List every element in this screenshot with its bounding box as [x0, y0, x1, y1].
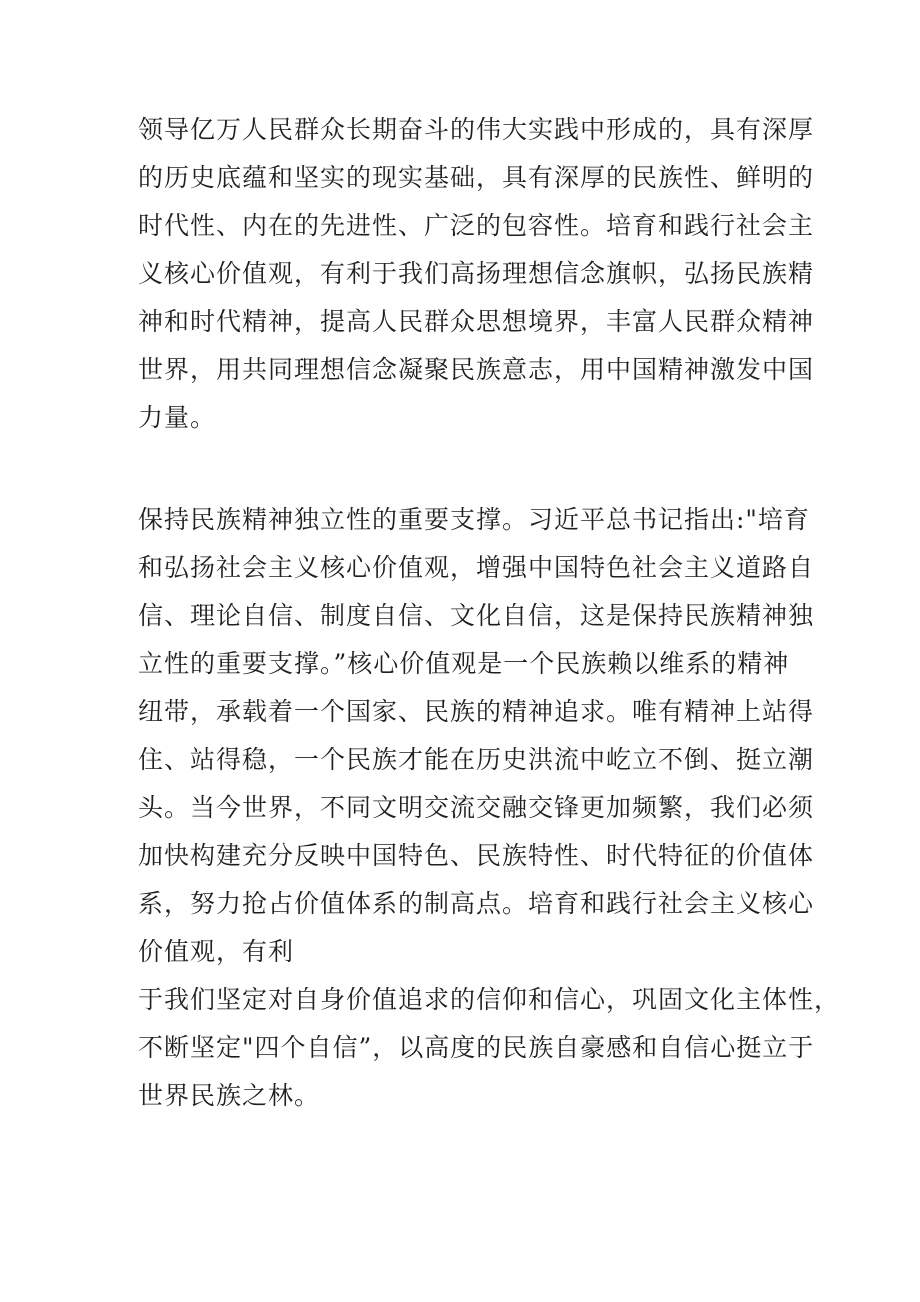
text-line: 领导亿万人民群众长期奋斗的伟大实践中形成的，具有深厚 — [138, 115, 815, 144]
text-line: 神和时代精神，提高人民群众思想境界，丰富人民群众精神 — [138, 307, 815, 336]
paragraph-2 — [138, 496, 841, 1120]
text-line: 世界，用共同理想信念凝聚民族意志，用中国精神激发中国 — [138, 355, 815, 384]
text-line: 的历史底蕴和坚实的现实基础，具有深厚的民族性、鲜明的 — [138, 163, 815, 192]
text-line: 不断坚定"四个自信”，以高度的民族自豪感和自信心挺立于 — [138, 1033, 815, 1062]
text-line: 加快构建充分反映中国特色、民族特性、时代特征的价值体 — [138, 841, 815, 870]
text-line: 价值观，有利 — [138, 937, 295, 966]
text-line: 纽带，承载着一个国家、民族的精神追求。唯有精神上站得 — [138, 697, 815, 726]
text-line: 系，努力抢占价值体系的制高点。培育和践行社会主义核心 — [138, 889, 815, 918]
text-line: 力量。 — [138, 403, 217, 432]
text-line: 立性的重要支撑。”核心价值观是一个民族赖以维系的精神 — [138, 649, 790, 678]
text-line: 时代性、内在的先进性、广泛的包容性。培育和践行社会主 — [138, 211, 815, 240]
paragraph-1 — [138, 106, 815, 442]
text-line: 信、理论自信、制度自信、文化自信，这是保持民族精神独 — [138, 601, 815, 630]
text-line: 世界民族之林。 — [138, 1081, 321, 1110]
text-line: 住、站得稳，一个民族才能在历史洪流中屹立不倒、挺立潮 — [138, 745, 815, 774]
text-line: 和弘扬社会主义核心价值观，增强中国特色社会主义道路自 — [138, 553, 815, 582]
text-line: 义核心价值观，有利于我们高扬理想信念旗帜，弘扬民族精 — [138, 259, 815, 288]
text-line: 于我们坚定对自身价值追求的信仰和信心，巩固文化主体性， — [138, 985, 841, 1014]
text-line: 保持民族精神独立性的重要支撑。习近平总书记指出:"培育 — [138, 505, 810, 534]
text-line: 头。当今世界，不同文明交流交融交锋更加频繁，我们必须 — [138, 793, 815, 822]
